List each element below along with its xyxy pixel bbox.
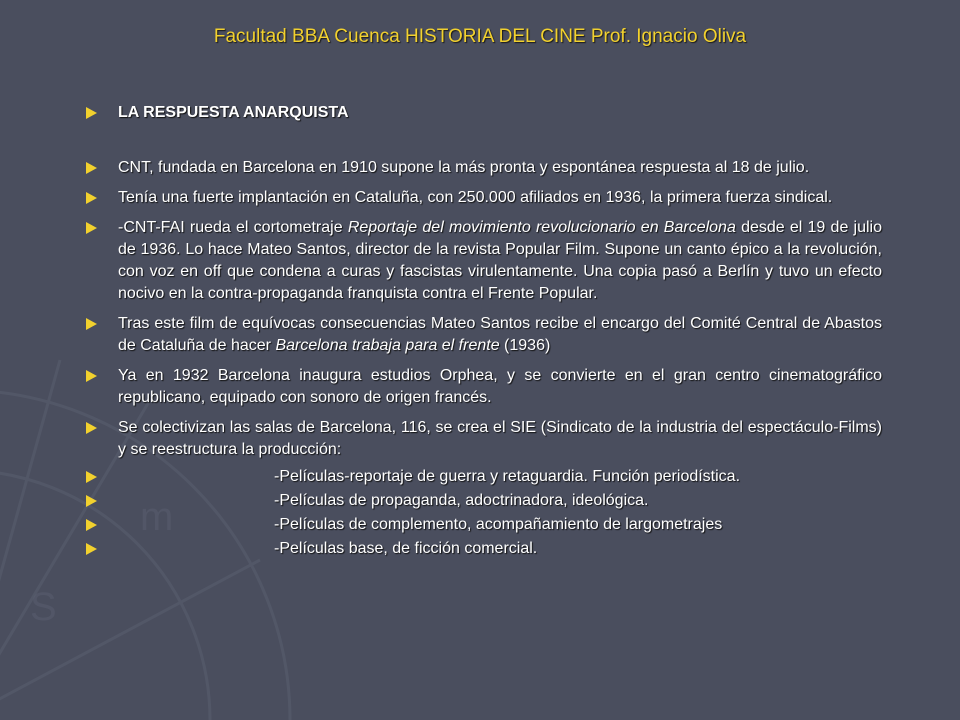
- bullet-text: Ya en 1932 Barcelona inaugura estudios Orphea, y se convierte en el gran centro cinematográfico republicano, equipado con sonoro de origen francés.: [118, 367, 882, 406]
- list-item: [86, 157, 882, 179]
- sub-bullet-text: -Películas de propaganda, adoctrinadora, ideológica.: [274, 492, 649, 509]
- list-item: [86, 313, 882, 357]
- triangle-bullet-icon: [86, 222, 97, 234]
- sub-list-item: [86, 466, 882, 488]
- list-item: [86, 365, 882, 409]
- bullet-text-start: Tras este film de equívocas consecuencias Mateo Santos recibe el encargo del Comité Central de Abastos de Cataluña de hacer: [118, 315, 882, 354]
- bullet-text-end: (1936): [499, 337, 551, 354]
- sub-list-item: [86, 490, 882, 512]
- bullet-text: Se colectivizan las salas de Barcelona, 116, se crea el SIE (Sindicato de la industria del espectáculo-Films) y se reestructura la producción:: [118, 419, 882, 458]
- triangle-bullet-icon: [86, 370, 97, 382]
- bullet-text-start: -CNT-FAI rueda el cortometraje: [118, 219, 348, 236]
- film-title: Reportaje del movimiento revolucionario en Barcelona: [347, 219, 736, 236]
- svg-text:m: m: [140, 495, 174, 539]
- triangle-bullet-icon: [86, 422, 97, 434]
- sub-bullet-text: -Películas-reportaje de guerra y retaguardia. Función periodística.: [274, 468, 741, 485]
- list-item: [86, 187, 882, 209]
- sub-list-item: [86, 514, 882, 536]
- triangle-bullet-icon: [86, 495, 97, 507]
- sub-bullet-text: -Películas de complemento, acompañamiento de largometrajes: [274, 516, 723, 533]
- slide-title: Facultad BBA Cuenca HISTORIA DEL CINE Prof. Ignacio Oliva: [213, 26, 747, 47]
- list-item: [86, 217, 882, 305]
- heading-item: [86, 102, 882, 124]
- triangle-bullet-icon: [86, 107, 97, 119]
- bullet-text: Tenía una fuerte implantación en Cataluña, con 250.000 afiliados en 1936, la primera fuerza sindical.: [118, 189, 833, 206]
- section-heading: LA RESPUESTA ANARQUISTA: [118, 104, 349, 121]
- film-title: Barcelona trabaja para el frente: [275, 337, 500, 354]
- slide-body: [86, 102, 882, 560]
- triangle-bullet-icon: [86, 519, 97, 531]
- list-item: [86, 417, 882, 461]
- triangle-bullet-icon: [86, 192, 97, 204]
- svg-text:S: S: [30, 585, 57, 629]
- triangle-bullet-icon: [86, 543, 97, 555]
- triangle-bullet-icon: [86, 318, 97, 330]
- triangle-bullet-icon: [86, 162, 97, 174]
- bullet-text-end: desde el 19 de julio de 1936. Lo hace Mateo Santos, director de la revista Popular Film. Supone un canto épico a la revolución, con voz en off que condena a curas y fascistas virulentamente. Una copia pasó a Berlín y tuvo un efecto nocivo en la contra-propaganda franquista contra el Frente Popular.: [118, 219, 883, 302]
- sub-bullet-text: -Películas base, de ficción comercial.: [274, 540, 538, 557]
- bullet-text: CNT, fundada en Barcelona en 1910 supone la más pronta y espontánea respuesta al 18 de julio.: [118, 159, 810, 176]
- sub-list-item: [86, 538, 882, 560]
- triangle-bullet-icon: [86, 471, 97, 483]
